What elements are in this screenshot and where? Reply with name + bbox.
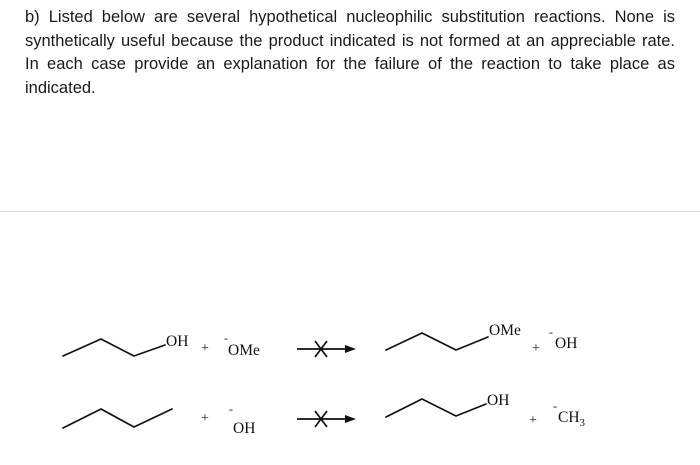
reaction-1-blocked-arrow	[297, 341, 356, 357]
reaction-1-product-skeleton	[386, 333, 488, 350]
reaction-1-substrate-group: OH	[166, 333, 189, 350]
reaction-2-substrate-skeleton	[63, 409, 172, 428]
reaction-1-plus-1: +	[201, 341, 209, 356]
reaction-1-product-group: OMe	[489, 322, 521, 339]
reaction-2-leaving-group-main: CH	[558, 409, 580, 426]
reaction-2-nucleophile: OH	[233, 420, 256, 437]
reaction-1-leaving-group: OH	[555, 335, 578, 352]
question-text: b) Listed below are several hypothetical nucleophilic substitution reactions. None is synthetically useful because the product indicated is not formed at an appreciable rate. In each case provide an explanation for the failure of the reaction to take place as indicated.	[25, 8, 675, 97]
reaction-2-product-group: OH	[487, 392, 510, 409]
reaction-2-leaving-charge: -	[553, 399, 557, 413]
reaction-1-plus-2: +	[532, 341, 540, 356]
reaction-1-nucleophile: OMe	[228, 342, 260, 359]
reaction-2-plus-1: +	[201, 411, 209, 426]
reaction-2-leaving-group	[558, 409, 586, 429]
reaction-2	[63, 392, 586, 437]
reaction-2-leaving-group-subscript: 3	[579, 417, 586, 429]
reaction-1-substrate-skeleton	[63, 339, 165, 356]
reaction-2-product-skeleton	[386, 399, 486, 417]
reaction-1	[63, 322, 577, 359]
reaction-2-plus-2: +	[529, 413, 537, 428]
reaction-2-nucleophile-charge: -	[229, 402, 233, 416]
reaction-1-leaving-charge: -	[549, 325, 553, 339]
reaction-1-nucleophile-charge: -	[224, 331, 228, 345]
reaction-2-blocked-arrow	[297, 411, 356, 427]
